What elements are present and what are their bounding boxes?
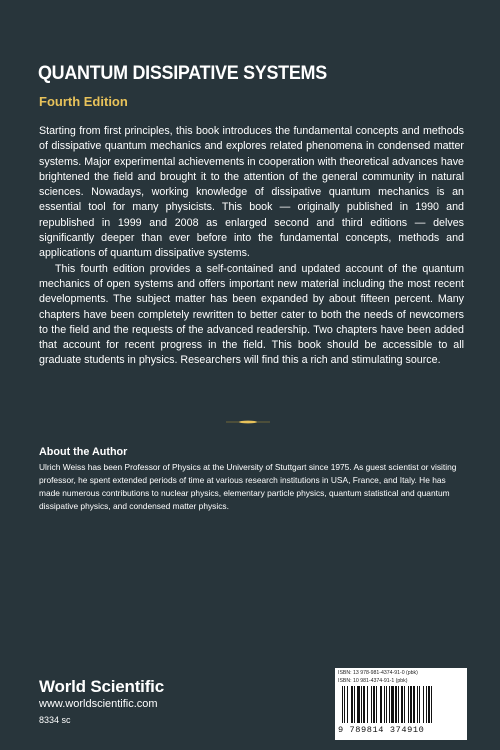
about-author-paragraph: Ulrich Weiss has been Professor of Physics at the University of Stuttgart since 1975. As guest scientist or visiting professor, he spent extended periods of time at various research institutions in USA, France, and Italy. He has made numerous contributions to nuclear physics, elementary particle physics, quantum statistical and quantum dissipative physics, and condensed matter physics.	[39, 462, 457, 512]
ornament-divider-icon	[226, 420, 270, 424]
book-title: QUANTUM DISSIPATIVE SYSTEMS	[38, 62, 327, 84]
publisher-name: World Scientific	[39, 677, 164, 696]
barcode-number: 9 789814 374910	[338, 725, 425, 735]
description-paragraph-2: This fourth edition provides a self-contained and updated account of the quantum mechanics of open systems and offers important new material including the most recent developments. The subject matter has been expanded by about fifteen percent. Many chapters have been completely rewritten to better cater to both the needs of newcomers to the field and the requests of the advanced readership. Two chapters have been added that account for recent progress in the field. This book should be accessible to all graduate students in physics. Researchers will find this a rich and stimulating source.	[39, 262, 464, 367]
isbn-13: ISBN: 13 978-981-4374-91-0 (pbk)	[338, 670, 418, 676]
book-description	[39, 124, 464, 369]
book-edition: Fourth Edition	[39, 94, 128, 109]
publisher-code: 8334 sc	[39, 715, 71, 725]
about-author-text	[39, 461, 467, 513]
about-author-heading: About the Author	[39, 446, 128, 458]
description-paragraph-1: Starting from first principles, this book introduces the fundamental concepts and methods of dissipative quantum mechanics and explores related phenomena in condensed matter systems. Major experimental achievements in cooperation with theoretical advances have brightened the field and brought it to the attention of the general community in natural sciences. Nowadays, working knowledge of dissipative quantum mechanics is an essential tool for many physicists. This book — originally published in 1990 and republished in 1999 and 2008 as enlarged second and third editions — delves significantly deeper than ever before into the fundamental concepts, methods and applications of quantum dissipative systems.	[39, 125, 464, 260]
publisher-url: www.worldscientific.com	[39, 698, 158, 710]
barcode-icon	[340, 686, 464, 724]
isbn-10: ISBN: 10 981-4374-91-1 (pbk)	[338, 678, 408, 684]
